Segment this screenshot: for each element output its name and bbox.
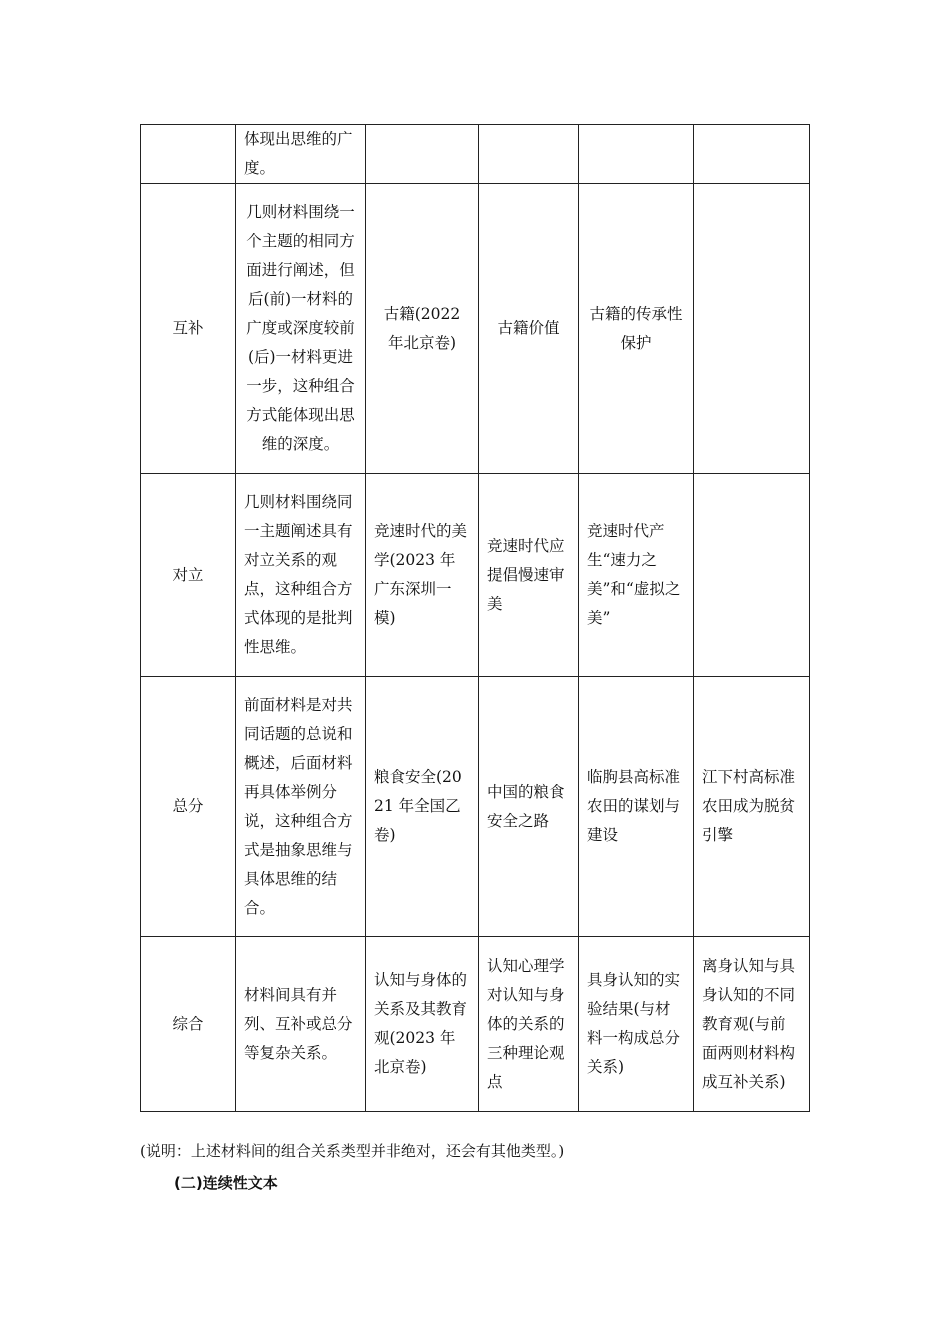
row-sub1-cell: 临朐县高标准农田的谋划与建设: [579, 677, 694, 937]
table-footnote: (说明：上述材料间的组合关系类型并非绝对，还会有其他类型。): [140, 1142, 565, 1160]
row-type-cell: 互补: [141, 184, 236, 474]
row-type-cell: [141, 125, 236, 184]
row-type-cell: 对立: [141, 474, 236, 677]
row-material-cell: 竞速时代的美学(2023 年广东深圳一模): [366, 474, 479, 677]
row-material-cell: [366, 125, 479, 184]
row-sub1-cell: 具身认知的实验结果(与材料一构成总分关系): [579, 937, 694, 1112]
row-description-cell: 材料间具有并列、互补或总分等复杂关系。: [236, 937, 366, 1112]
row-sub2-cell: [694, 474, 810, 677]
row-sub1-cell: 竞速时代产生“速力之美”和“虚拟之美”: [579, 474, 694, 677]
row-material-cell: 认知与身体的关系及其教育观(2023 年北京卷): [366, 937, 479, 1112]
table-row: [141, 474, 810, 677]
table-row: [141, 125, 810, 184]
row-topic-cell: 中国的粮食安全之路: [479, 677, 579, 937]
row-material-cell: 粮食安全(2021 年全国乙卷): [366, 677, 479, 937]
row-description-cell: 体现出思维的广度。: [236, 125, 366, 184]
row-material-cell: 古籍(2022 年北京卷): [366, 184, 479, 474]
row-topic-cell: 古籍价值: [479, 184, 579, 474]
row-sub2-cell: 离身认知与具身认知的不同教育观(与前面两则材料构成互补关系): [694, 937, 810, 1112]
section-heading: (二)连续性文本: [174, 1174, 278, 1192]
row-description-cell: 前面材料是对共同话题的总说和概述，后面材料再具体举例分说，这种组合方式是抽象思维与具体思维的结合。: [236, 677, 366, 937]
row-type-cell: 总分: [141, 677, 236, 937]
row-type-cell: 综合: [141, 937, 236, 1112]
row-topic-cell: 认知心理学对认知与身体的关系的三种理论观点: [479, 937, 579, 1112]
material-combination-table: [140, 124, 810, 1112]
table-row: [141, 184, 810, 474]
row-sub2-cell: 江下村高标准农田成为脱贫引擎: [694, 677, 810, 937]
row-description-cell: 几则材料围绕同一主题阐述具有对立关系的观点，这种组合方式体现的是批判性思维。: [236, 474, 366, 677]
table-row: [141, 677, 810, 937]
row-sub2-cell: [694, 184, 810, 474]
row-sub1-cell: 古籍的传承性保护: [579, 184, 694, 474]
row-sub2-cell: [694, 125, 810, 184]
table-row: [141, 937, 810, 1112]
row-topic-cell: [479, 125, 579, 184]
row-sub1-cell: [579, 125, 694, 184]
row-description-cell: 几则材料围绕一个主题的相同方面进行阐述，但后(前)一材料的广度或深度较前(后)一材料更进一步，这种组合方式能体现出思维的深度。: [236, 184, 366, 474]
row-topic-cell: 竞速时代应提倡慢速审美: [479, 474, 579, 677]
